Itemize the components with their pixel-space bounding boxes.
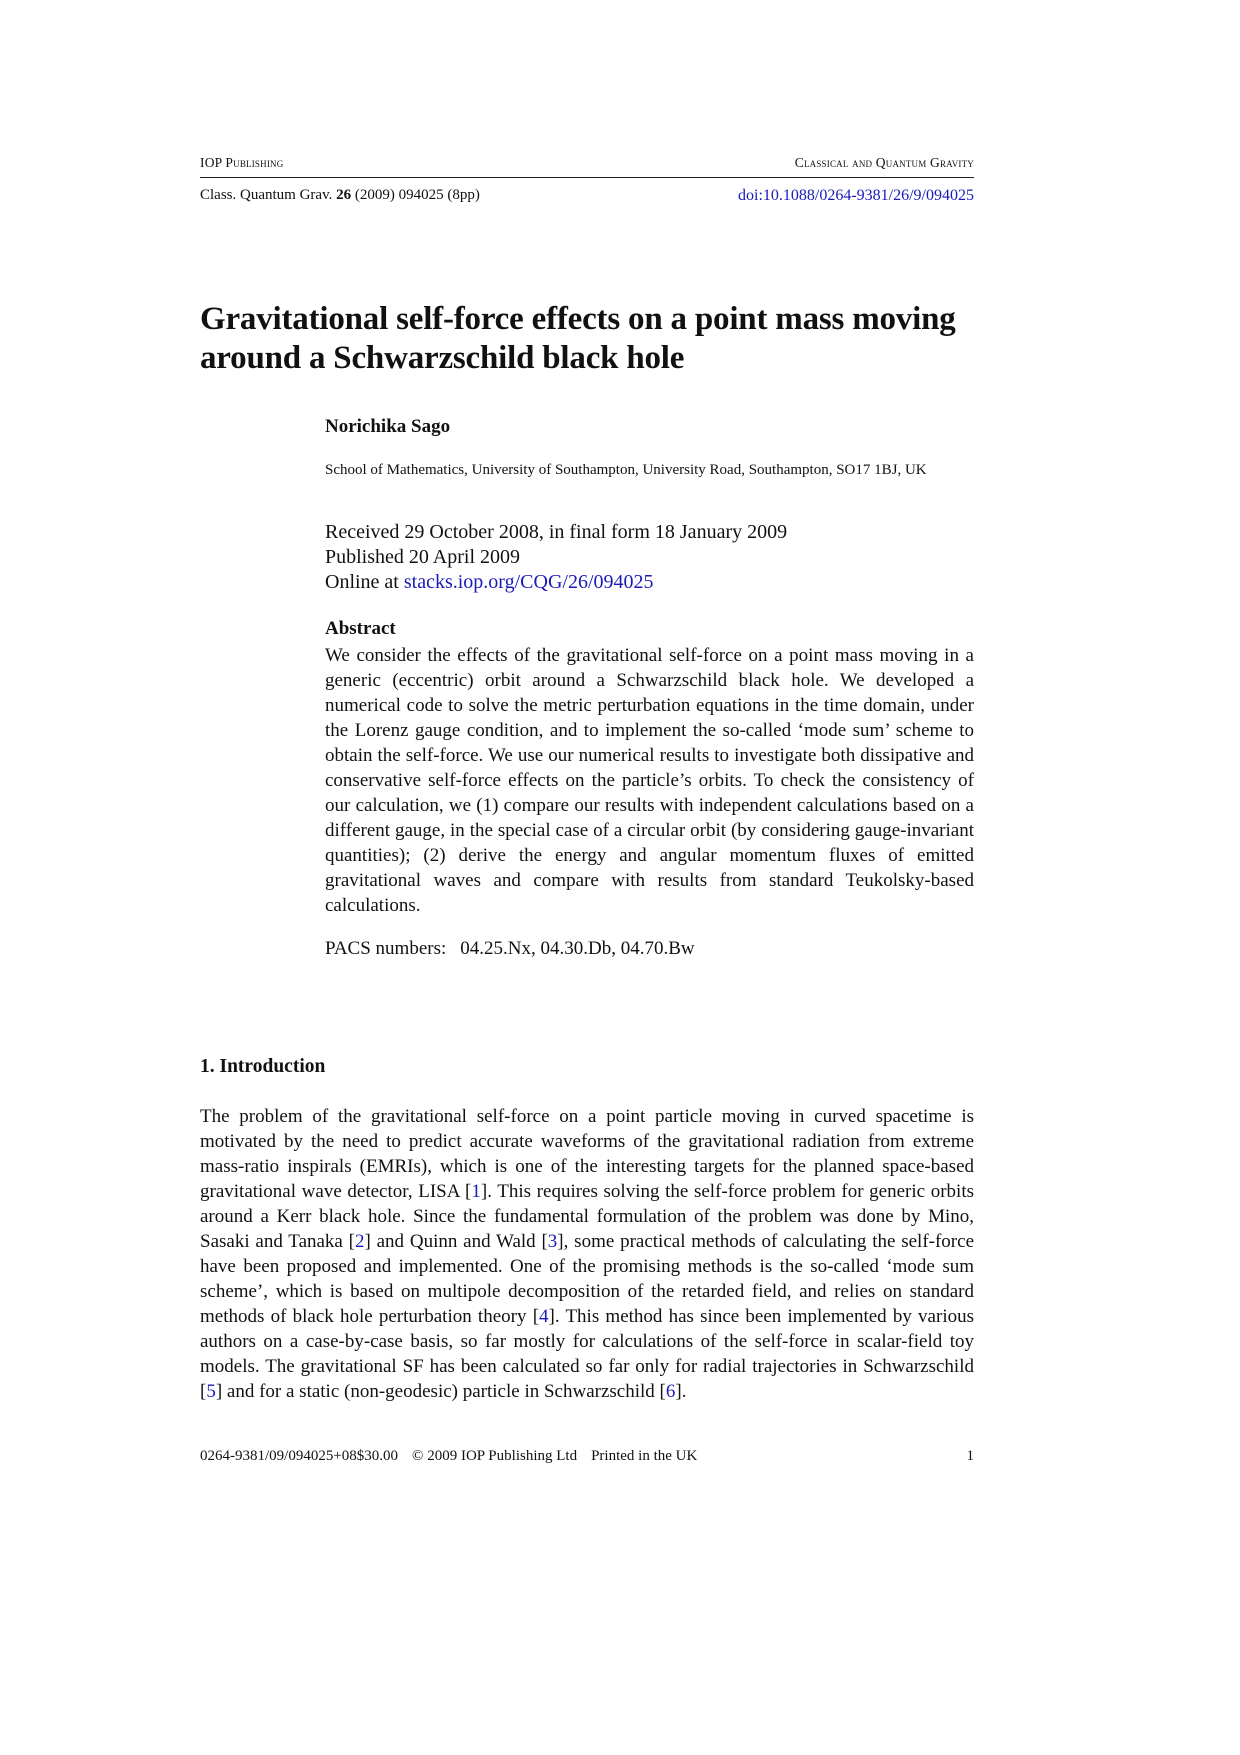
journal-name: Classical and Quantum Gravity bbox=[794, 155, 974, 170]
pacs-label: PACS numbers: bbox=[325, 938, 447, 959]
affiliation: School of Mathematics, University of Southampton, University Road, Southampton, SO17 1BJ, UK bbox=[325, 462, 927, 478]
publisher-name: IOP Publishing bbox=[200, 155, 284, 170]
footer-printed: Printed in the UK bbox=[591, 1448, 698, 1464]
reference-link[interactable]: 5 bbox=[206, 1381, 216, 1402]
page-number: 1 bbox=[966, 1448, 974, 1464]
page-footer bbox=[200, 1448, 974, 1465]
online-prefix: Online at bbox=[325, 571, 404, 593]
citation-suffix: (2009) 094025 (8pp) bbox=[351, 187, 480, 203]
intro-text: . This requires solving the self-force problem for generic orbits around a Kerr black hole. Since the fundamental formulation of the problem was done by Mino, Sasaki and Tanaka bbox=[200, 1181, 974, 1252]
reference-link[interactable]: 3 bbox=[547, 1231, 558, 1252]
pacs-numbers bbox=[325, 938, 695, 960]
author-name: Norichika Sago bbox=[325, 416, 451, 437]
publication-dates bbox=[325, 520, 787, 595]
intro-text: The problem of the gravitational self-force on a point particle moving in curved spacetime is motivated by the need to predict accurate waveforms of the gravitational radiation from extreme mass-ratio inspirals (EMRIs), which is one of the interesting targets for the planned space-based gravitational wave detector, LISA bbox=[200, 1106, 974, 1202]
footer-code: 0264-9381/09/094025+08$30.00 bbox=[200, 1448, 399, 1464]
reference-link[interactable]: 2 bbox=[355, 1231, 365, 1252]
online-line bbox=[325, 570, 787, 595]
footer-copyright: © 2009 IOP Publishing Ltd bbox=[412, 1448, 578, 1464]
citation-prefix: Class. Quantum Grav. bbox=[200, 187, 337, 203]
doi-link[interactable]: doi:10.1088/0264-9381/26/9/094025 bbox=[738, 187, 974, 204]
intro-text: and Quinn and Wald bbox=[370, 1231, 542, 1252]
citation bbox=[200, 187, 480, 203]
online-link[interactable]: stacks.iop.org/CQG/26/094025 bbox=[403, 571, 654, 593]
section-heading: 1. Introduction bbox=[200, 1056, 326, 1077]
pacs-values: 04.25.Nx, 04.30.Db, 04.70.Bw bbox=[460, 938, 695, 959]
citation-line bbox=[200, 187, 974, 204]
intro-text: . This method has since been implemented by various authors on a case-by-case basis, so far mostly for calculations of the self-force in scalar-field toy models. The gravitational SF has been calculated so far only for radial trajectories in Schwarzschild bbox=[200, 1306, 974, 1377]
received-date: Received 29 October 2008, in final form 18 January 2009 bbox=[325, 521, 788, 543]
published-date: Published 20 April 2009 bbox=[325, 546, 521, 568]
citation-volume: 26 bbox=[336, 187, 352, 203]
intro-text: . bbox=[681, 1381, 687, 1402]
intro-text: , some practical methods of calculating the self-force have been proposed and implemented. One of the promising methods is the so-called ‘mode sum scheme’, which is based on multipole decomposition of the retarded field, and relies on standard methods of black hole perturbation theory bbox=[200, 1231, 975, 1327]
abstract-text: We consider the effects of the gravitational self-force on a point mass moving in a generic (eccentric) orbit around a Schwarzschild black hole. We developed a numerical code to solve the metric perturbation equations in the time domain, under the Lorenz gauge condition, and to implement the so-called ‘mode sum’ scheme to obtain the self-force. We use our numerical results to investigate both dissipative and conservative self-force effects on the particle’s orbits. To check the consistency of our calculation, we (1) compare our results with independent calculations based on a different gauge, in the special case of a circular orbit (by considering gauge-invariant quantities); (2) derive the energy and angular momentum fluxes of emitted gravitational waves and compare with results from standard Teukolsky-based calculations. bbox=[325, 645, 974, 916]
running-header bbox=[200, 155, 974, 178]
reference-link[interactable]: 1 bbox=[471, 1181, 481, 1202]
introduction-paragraph: The problem of the gravitational self-force on a point particle moving in curved spacetime is motivated by the need to predict accurate waveforms of the gravitational radiation from extreme mass-ratio inspirals (EMRIs), which is one of the interesting targets for the planned space-based gravitational wave detector, LISA [1]. This requires solving the self-force problem for generic orbits around a Kerr black hole. Since the fundamental formulation of the problem was done by Mino, Sasaki and Tanaka [2] and Quinn and Wald [3], some practical methods of calculating the self-force have been proposed and implemented. One of the promising methods is the so-called ‘mode sum scheme’, which is based on multipole decomposition of the retarded field, and relies on standard methods of black hole perturbation theory [4]. This method has since been implemented by various authors on a case-by-case basis, so far mostly for calculations of the self-force in scalar-field toy models. The gravitational SF has been calculated so far only for radial trajectories in Schwarzschild [5] and for a static (non-geodesic) particle in Schwarzschild [6]. bbox=[200, 1106, 975, 1402]
reference-link[interactable]: 6 bbox=[665, 1381, 676, 1402]
intro-text: and for a static (non-geodesic) particle in Schwarzschild bbox=[222, 1381, 660, 1402]
reference-link[interactable]: 4 bbox=[539, 1306, 549, 1327]
paper-title: Gravitational self-force effects on a point mass moving around a Schwarzschild black hole bbox=[200, 301, 956, 376]
abstract-heading: Abstract bbox=[325, 618, 396, 639]
